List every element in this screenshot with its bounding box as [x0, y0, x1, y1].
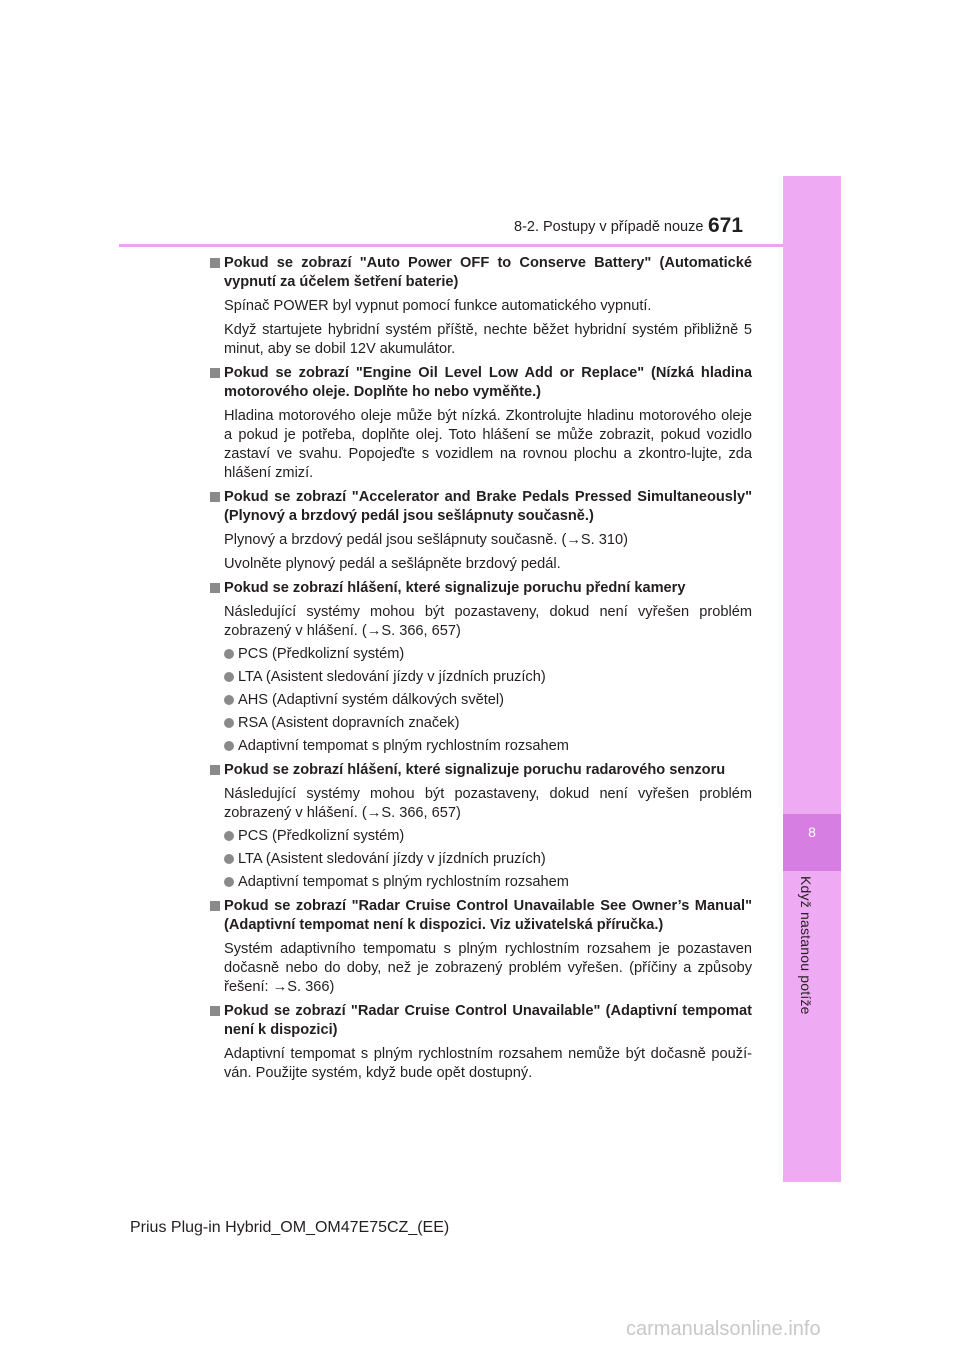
section-title: [207, 761, 752, 780]
round-bullet-icon: [224, 854, 234, 864]
section-radar-sensor: [207, 761, 752, 892]
paragraph: Spínač POWER byl vypnut pomocí funkce automatického vypnutí.: [224, 298, 652, 314]
list-item: [207, 714, 752, 733]
section-title-text: Pokud se zobrazí "Radar Cruise Control Unavailable See Owner’s Manual" (Adaptivní tempomat není k dispozici. Viz uživatelská příručka.): [224, 898, 752, 933]
section-auto-power-off: [207, 254, 752, 359]
paragraph: Hladina motorového oleje může být nízká. Zkontrolujte hladinu motorového oleje a pokud je potřeba, doplňte olej. Toto hlášení se může zobrazit, pokud vozidlo zastaví ve svahu. Popojeďte s vozidlem na rovnou plochu a zkontro-lujte, zda hlášení zmizí.: [224, 408, 752, 481]
manual-id: Prius Plug-in Hybrid_OM_OM47E75CZ_(EE): [130, 1219, 450, 1236]
section-title-text: Pokud se zobrazí "Engine Oil Level Low Add or Replace" (Nízká hladina motorového oleje. Doplňte ho nebo vyměňte.): [224, 365, 752, 400]
section-title: [207, 364, 752, 402]
square-bullet-icon: [210, 492, 220, 502]
list-item-text: LTA (Asistent sledování jízdy v jízdních pruzích): [238, 851, 546, 867]
paragraph: Plynový a brzdový pedál jsou sešlápnuty současně. (→S. 310): [224, 532, 628, 548]
paragraph: Následující systémy mohou být pozastaveny, dokud není vyřešen problém zobrazený v hlášení. (→S. 366, 657): [224, 604, 752, 639]
section-pedals: [207, 488, 752, 574]
round-bullet-icon: [224, 649, 234, 659]
paragraph: Systém adaptivního tempomatu s plným rychlostním rozsahem je pozastaven dočasně nebo do doby, než je zobrazený problém vyřešen. (příčiny a způsoby řešení: →S. 366): [224, 941, 752, 995]
paragraph: Uvolněte plynový pedál a sešlápněte brzdový pedál.: [224, 556, 561, 572]
section-title-text: Pokud se zobrazí "Accelerator and Brake Pedals Pressed Simultaneously" (Plynový a brzdový pedál jsou sešlápnuty současně.): [224, 489, 752, 524]
square-bullet-icon: [210, 901, 220, 911]
list-item-text: Adaptivní tempomat s plným rychlostním rozsahem: [238, 738, 569, 754]
list-item: [207, 850, 752, 869]
main-content: [207, 254, 752, 1088]
watermark: carmanualsonline.info: [626, 1318, 821, 1340]
section-title: [207, 897, 752, 935]
section-title-text: Pokud se zobrazí "Radar Cruise Control Unavailable" (Adaptivní tempomat není k dispozici): [224, 1003, 752, 1038]
section-title: [207, 1002, 752, 1040]
square-bullet-icon: [210, 583, 220, 593]
list-item: [207, 668, 752, 687]
paragraph: Adaptivní tempomat s plným rychlostním rozsahem nemůže být dočasně použí-ván. Použijte systém, když bude opět dostupný.: [224, 1046, 752, 1081]
section-engine-oil: [207, 364, 752, 483]
list-item-text: AHS (Adaptivní systém dálkových světel): [238, 692, 505, 708]
section-title-text: Pokud se zobrazí "Auto Power OFF to Conserve Battery" (Automatické vypnutí za účelem šetření baterie): [224, 255, 752, 290]
section-front-camera: [207, 579, 752, 756]
list-item-text: Adaptivní tempomat s plným rychlostním rozsahem: [238, 874, 569, 890]
list-item: [207, 691, 752, 710]
list-item: [207, 827, 752, 846]
header-rule: [119, 244, 841, 247]
paragraph: Když startujete hybridní systém příště, nechte běžet hybridní systém přibližně 5 minut, aby se dobil 12V akumulátor.: [224, 322, 752, 357]
list-item-text: RSA (Asistent dopravních značek): [238, 715, 460, 731]
list-item-text: PCS (Předkolizní systém): [238, 828, 405, 844]
square-bullet-icon: [210, 1006, 220, 1016]
round-bullet-icon: [224, 741, 234, 751]
section-radar-cruise-unavailable: [207, 1002, 752, 1083]
round-bullet-icon: [224, 672, 234, 682]
square-bullet-icon: [210, 368, 220, 378]
list-item-text: PCS (Předkolizní systém): [238, 646, 405, 662]
section-radar-cruise-manual: [207, 897, 752, 997]
section-heading: 8-2. Postupy v případě nouze: [514, 219, 704, 235]
list-item-text: LTA (Asistent sledování jízdy v jízdních pruzích): [238, 669, 546, 685]
list-item: [207, 737, 752, 756]
square-bullet-icon: [210, 765, 220, 775]
round-bullet-icon: [224, 877, 234, 887]
square-bullet-icon: [210, 258, 220, 268]
list-item: [207, 873, 752, 892]
page-number: 671: [708, 214, 744, 237]
section-title: [207, 579, 752, 598]
section-title-text: Pokud se zobrazí hlášení, které signalizuje poruchu přední kamery: [224, 580, 686, 596]
round-bullet-icon: [224, 831, 234, 841]
chapter-number: 8: [808, 824, 816, 840]
section-title: [207, 488, 752, 526]
round-bullet-icon: [224, 695, 234, 705]
side-tab-number-block: [783, 814, 841, 871]
section-title: [207, 254, 752, 292]
list-item: [207, 645, 752, 664]
round-bullet-icon: [224, 718, 234, 728]
section-title-text: Pokud se zobrazí hlášení, které signalizuje poruchu radarového senzoru: [224, 762, 726, 778]
chapter-label: Když nastanou potíže: [798, 876, 814, 1015]
paragraph: Následující systémy mohou být pozastaveny, dokud není vyřešen problém zobrazený v hlášení. (→S. 366, 657): [224, 786, 752, 821]
